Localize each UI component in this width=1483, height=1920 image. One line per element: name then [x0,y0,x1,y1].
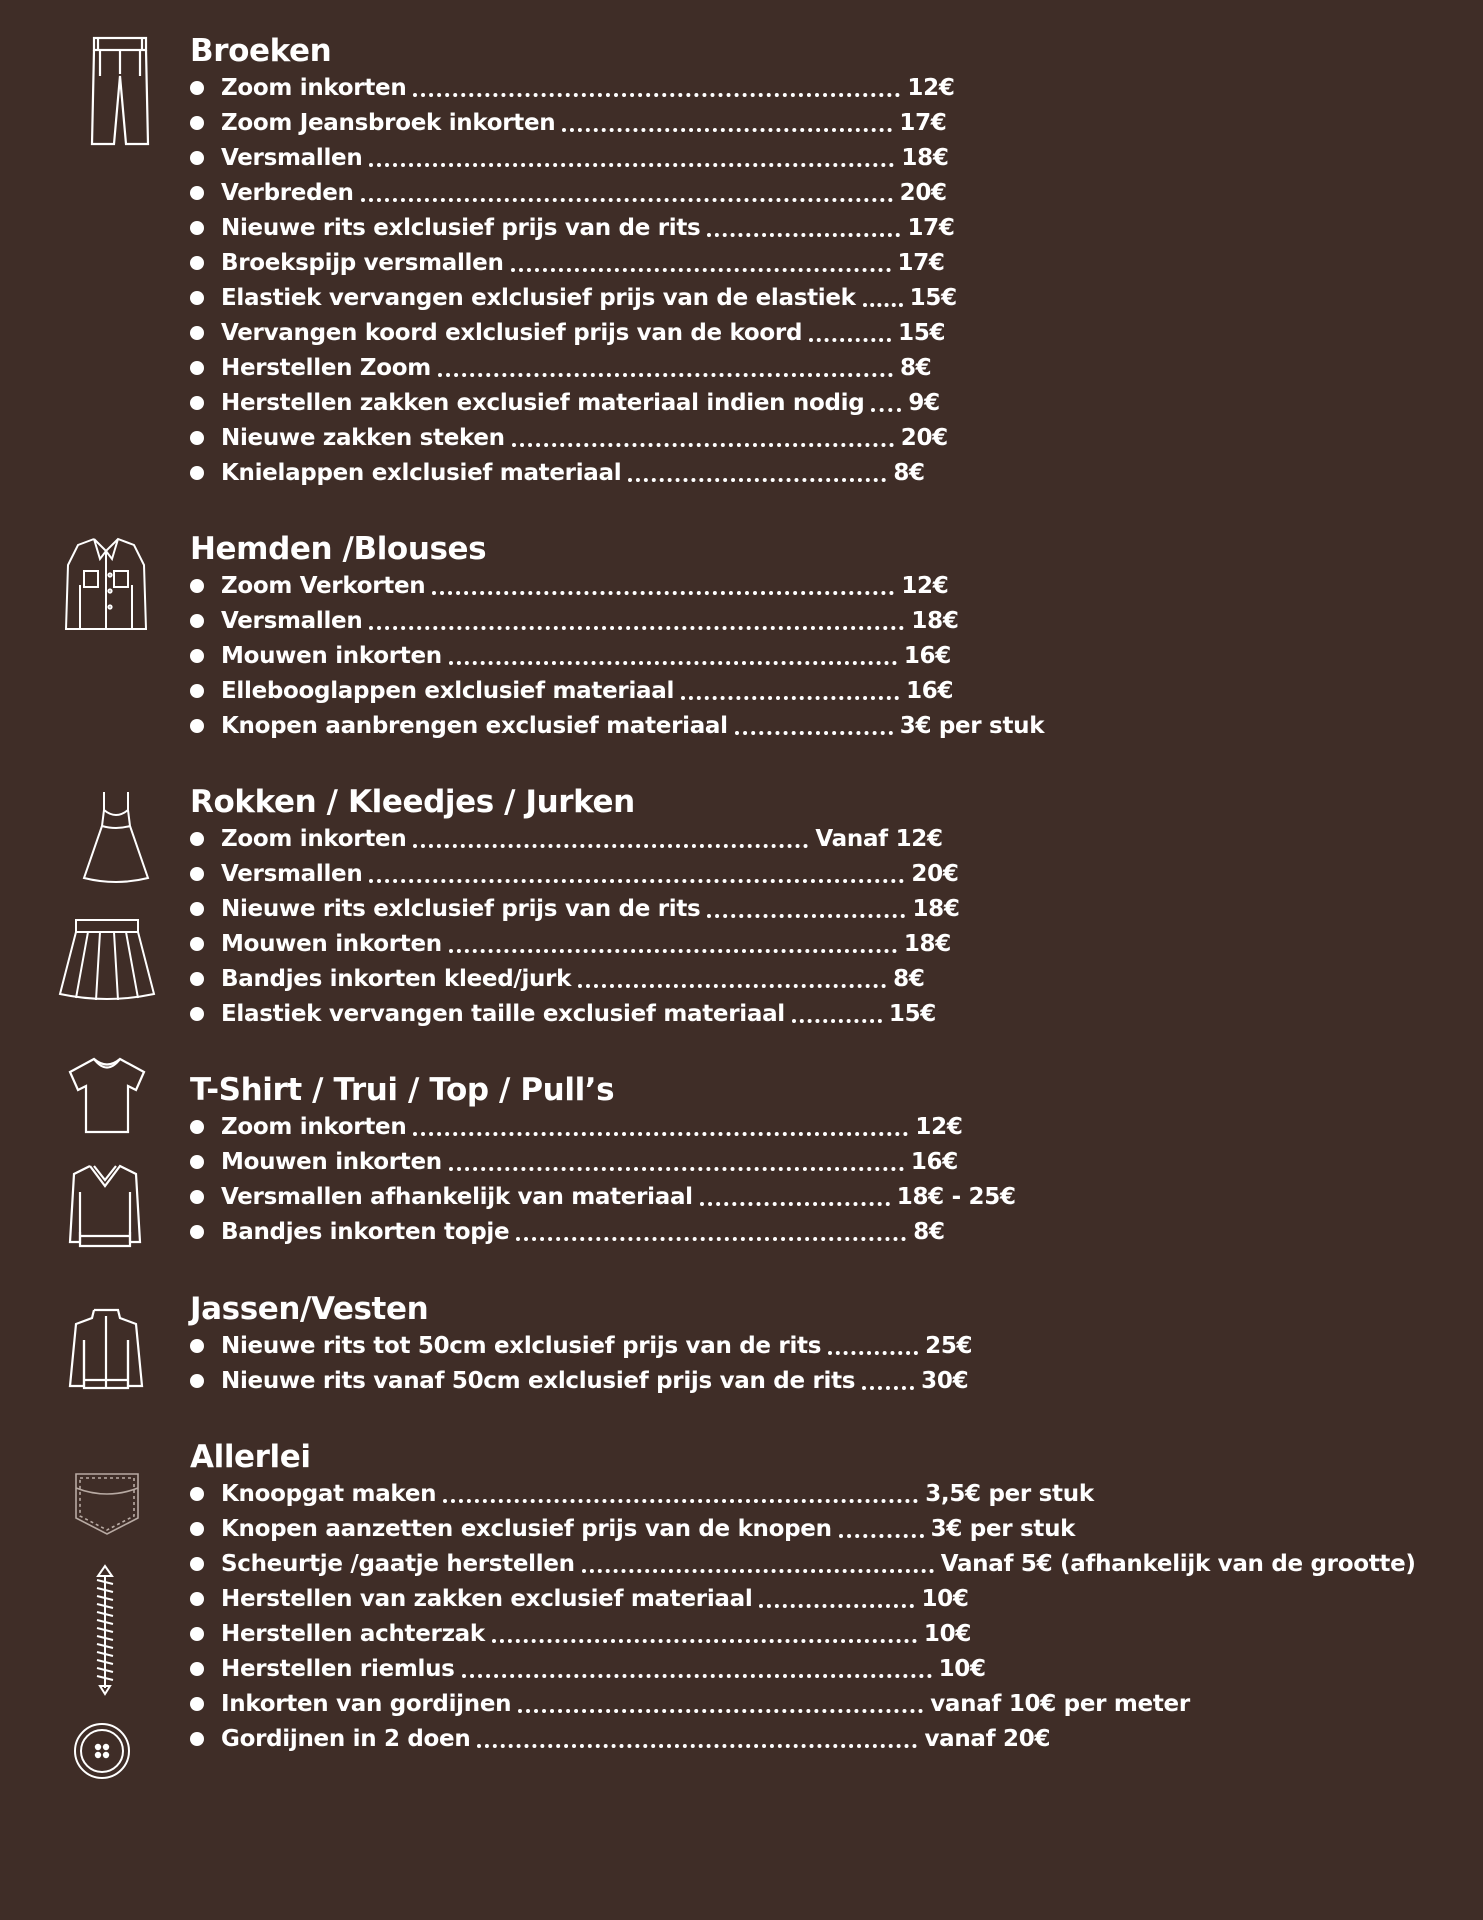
dot-leader [628,478,886,482]
item-label: Versmallen [221,860,363,887]
bullet [190,1697,204,1711]
dot-leader [361,198,893,202]
price-item [190,1511,1460,1546]
bullet [190,832,204,846]
item-price: 8€ [893,965,925,992]
skirt-icon [58,918,156,1002]
dot-leader [578,984,886,988]
item-price: 9€ [908,389,940,416]
item-label: Verbreden [221,179,354,206]
item-price: 17€ [899,109,947,136]
section-title: Allerlei [190,1439,311,1475]
tshirt-icon [66,1056,148,1136]
price-item [190,245,1460,280]
price-item [190,673,1460,708]
dot-leader [518,1709,923,1713]
bullet [190,1732,204,1746]
item-label: Nieuwe zakken steken [221,424,505,451]
item-label: Versmallen afhankelijk van materiaal [221,1183,693,1210]
item-price: 18€ [911,607,959,634]
bullet [190,1339,204,1353]
price-item [190,891,1460,926]
item-price: 18€ [903,930,951,957]
price-item [190,70,1460,105]
bullet [190,1374,204,1388]
price-item [190,1109,1460,1144]
item-price: 15€ [888,1000,936,1027]
item-label: Herstellen zakken exclusief materiaal indien nodig [221,389,865,416]
item-price: 8€ [899,354,932,381]
section-title: T-Shirt / Trui / Top / Pull’s [190,1072,615,1108]
bullet [190,867,204,881]
dot-leader [369,626,904,630]
price-item [190,350,1460,385]
item-price: 12€ [901,572,949,599]
price-item [190,210,1460,245]
item-price: 16€ [906,677,954,704]
dot-leader [759,1604,914,1608]
item-price: vanaf 10€ per meter [930,1690,1190,1717]
price-item [190,1581,1460,1616]
bullet [190,116,204,130]
item-price: 17€ [907,214,955,241]
item-price: 15€ [909,284,957,311]
item-price: 18€ [912,895,960,922]
item-label: Zoom Verkorten [221,572,426,599]
bullet [190,466,204,480]
bullet [190,1120,204,1134]
item-price: 12€ [915,1113,963,1140]
bullet [190,579,204,593]
item-price: Vanaf 5€ (afhankelijk van de grootte) [940,1550,1416,1577]
price-item [190,926,1460,961]
item-label: Zoom inkorten [221,825,407,852]
price-item [190,385,1460,420]
item-price: 15€ [898,319,946,346]
price-item [190,140,1460,175]
bullet [190,221,204,235]
price-item [190,420,1460,455]
dot-leader [512,443,894,447]
item-price: 16€ [910,1148,958,1175]
bullet [190,431,204,445]
price-item [190,1214,1460,1249]
item-label: Nieuwe rits tot 50cm exlclusief prijs van de rits [221,1332,822,1359]
dot-leader [413,93,900,97]
price-item [190,603,1460,638]
dot-leader [792,1019,882,1023]
item-price: 18€ [901,144,949,171]
item-price: 3€ per stuk [930,1515,1076,1542]
sweater-icon [66,1162,144,1250]
item-label: Nieuwe rits exlclusief prijs van de rits [221,895,701,922]
dot-leader [413,844,808,848]
item-label: Herstellen van zakken exclusief materiaal [221,1585,753,1612]
dot-leader [462,1674,932,1678]
dot-leader [449,661,897,665]
section-title: Broeken [190,33,332,69]
pocket-icon [72,1470,142,1538]
dot-leader [809,338,891,342]
item-price: 8€ [913,1218,945,1245]
price-item [190,961,1460,996]
item-price: 10€ [921,1585,969,1612]
bullet [190,326,204,340]
dot-leader [432,591,894,595]
price-item [190,856,1460,891]
item-price: 3,5€ per stuk [925,1480,1094,1507]
button-icon [73,1722,131,1780]
dot-leader [492,1639,917,1643]
bullet [190,937,204,951]
section-broeken [190,32,1460,490]
section-hemden-blouses [190,530,1460,743]
item-label: Versmallen [221,144,363,171]
dot-leader [582,1569,934,1573]
section-title: Hemden /Blouses [190,531,487,567]
bullet [190,1557,204,1571]
price-item [190,280,1460,315]
item-label: Mouwen inkorten [221,642,442,669]
item-label: Elastiek vervangen exlclusief prijs van de elastiek [221,284,856,311]
item-label: Mouwen inkorten [221,930,442,957]
item-label: Herstellen riemlus [221,1655,455,1682]
section-rokken-kleedjes-jurken [190,783,1460,1031]
item-label: Knielappen exlclusief materiaal [221,459,622,486]
item-price: 20€ [899,179,947,206]
section-jassen-vesten [190,1290,1460,1398]
dot-leader [839,1534,924,1538]
dot-leader [369,879,904,883]
dot-leader [707,233,900,237]
item-label: Knopen aanzetten exclusief prijs van de knopen [221,1515,832,1542]
item-label: Broekspijp versmallen [221,249,504,276]
bullet [190,1225,204,1239]
dot-leader [828,1351,918,1355]
bullet [190,291,204,305]
section-title: Rokken / Kleedjes / Jurken [190,784,635,820]
item-price: Vanaf 12€ [815,825,943,852]
dot-leader [735,731,893,735]
item-label: Nieuwe rits vanaf 50cm exlclusief prijs van de rits [221,1367,856,1394]
bullet [190,1522,204,1536]
price-item [190,1651,1460,1686]
dot-leader [707,914,905,918]
dress-icon [80,790,152,886]
dot-leader [516,1237,906,1241]
item-price: 25€ [925,1332,973,1359]
item-price: 10€ [938,1655,986,1682]
price-item [190,638,1460,673]
item-price: 20€ [900,424,948,451]
item-price: 17€ [897,249,945,276]
item-label: Ellebooglappen exlclusief materiaal [221,677,675,704]
dot-leader [862,1386,914,1390]
price-item [190,1363,1460,1398]
price-item [190,1616,1460,1651]
dot-leader [477,1744,917,1748]
dot-leader [443,1499,918,1503]
bullet [190,902,204,916]
price-item [190,996,1460,1031]
item-label: Gordijnen in 2 doen [221,1725,471,1752]
dot-leader [871,408,901,412]
bullet [190,1007,204,1021]
dot-leader [700,1202,890,1206]
item-label: Knopen aanbrengen exclusief materiaal [221,712,728,739]
bullet [190,151,204,165]
price-item [190,315,1460,350]
bullet [190,1592,204,1606]
price-item [190,821,1460,856]
price-item [190,175,1460,210]
price-item [190,708,1460,743]
item-price: 18€ - 25€ [896,1183,1016,1210]
item-label: Elastiek vervangen taille exclusief materiaal [221,1000,785,1027]
item-label: Herstellen achterzak [221,1620,485,1647]
price-item [190,1721,1460,1756]
price-item [190,1686,1460,1721]
dot-leader [562,128,892,132]
item-label: Zoom Jeansbroek inkorten [221,109,556,136]
dot-leader [681,696,899,700]
item-label: Nieuwe rits exlclusief prijs van de rits [221,214,701,241]
item-label: Inkorten van gordijnen [221,1690,512,1717]
dot-leader [438,373,893,377]
bullet [190,1487,204,1501]
jacket-shirt-icon [64,535,148,633]
item-label: Bandjes inkorten topje [221,1218,510,1245]
item-price: vanaf 20€ [924,1725,1051,1752]
dot-leader [863,303,903,307]
bullet [190,1627,204,1641]
bullet [190,1155,204,1169]
dot-leader [413,1132,908,1136]
section-tshirt-trui-top-pulls [190,1071,1460,1249]
item-price: 10€ [923,1620,972,1647]
bullet [190,972,204,986]
item-price: 16€ [903,642,951,669]
item-label: Zoom inkorten [221,1113,407,1140]
bullet [190,1662,204,1676]
item-price: 20€ [911,860,959,887]
dot-leader [449,949,897,953]
item-label: Bandjes inkorten kleed/jurk [221,965,572,992]
item-label: Herstellen Zoom [221,354,431,381]
item-label: Versmallen [221,607,363,634]
bullet [190,684,204,698]
price-item [190,105,1460,140]
bullet [190,1190,204,1204]
section-title: Jassen/Vesten [190,1291,429,1327]
bullet [190,719,204,733]
zip-jacket-icon [66,1306,146,1392]
item-price: 12€ [907,74,955,101]
item-price: 30€ [921,1367,969,1394]
price-item [190,1179,1460,1214]
trousers-icon [90,36,150,148]
bullet [190,81,204,95]
bullet [190,186,204,200]
price-item [190,1144,1460,1179]
item-label: Scheurtje /gaatje herstellen [221,1550,575,1577]
bullet [190,649,204,663]
zipper-icon [88,1564,122,1696]
price-item [190,568,1460,603]
bullet [190,614,204,628]
price-item [190,1476,1460,1511]
section-allerlei [190,1438,1460,1756]
item-price: 8€ [893,459,925,486]
item-label: Knoopgat maken [221,1480,437,1507]
price-item [190,455,1460,490]
dot-leader [369,163,894,167]
price-item [190,1546,1460,1581]
item-label: Mouwen inkorten [221,1148,442,1175]
dot-leader [511,268,891,272]
bullet [190,396,204,410]
bullet [190,256,204,270]
price-item [190,1328,1460,1363]
dot-leader [449,1167,904,1171]
item-label: Zoom inkorten [221,74,407,101]
item-price: 3€ per stuk [899,712,1045,739]
bullet [190,361,204,375]
item-label: Vervangen koord exlclusief prijs van de koord [221,319,803,346]
